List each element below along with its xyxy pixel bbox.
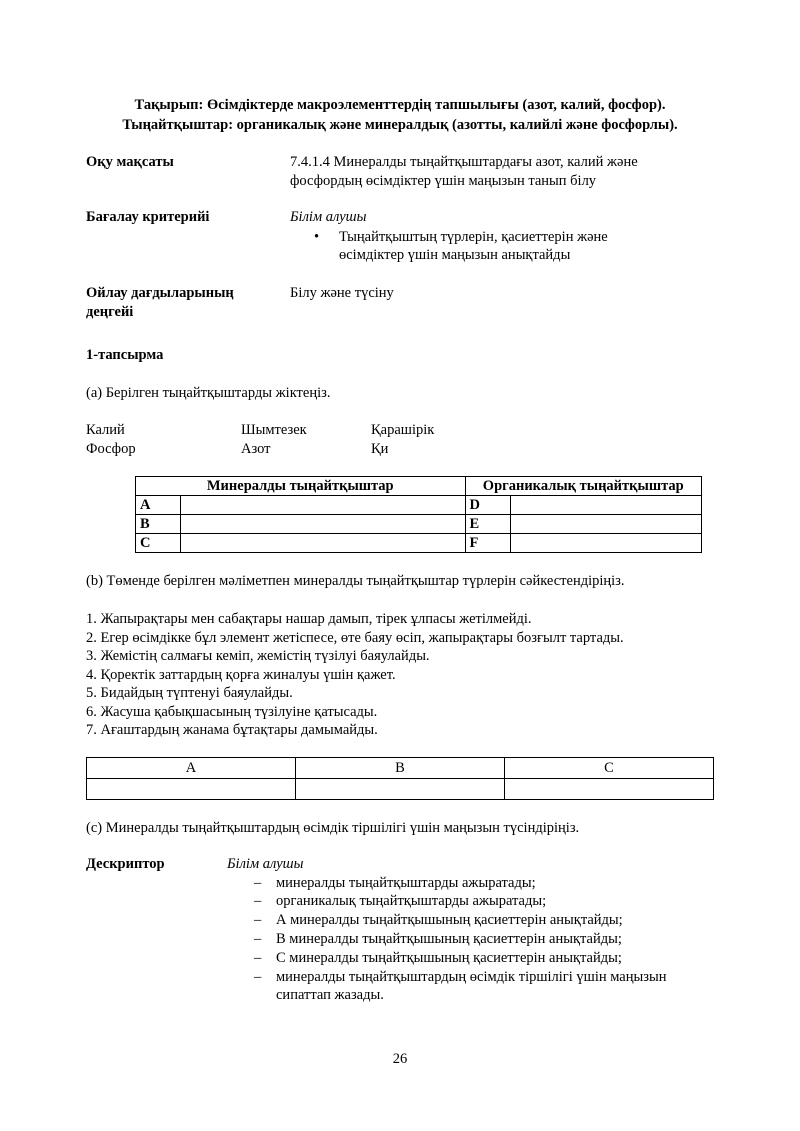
row-letter: F bbox=[465, 534, 510, 553]
descriptor-item: минералды тыңайтқыштардың өсімдік тіршілігі үшін маңызын bbox=[276, 969, 667, 985]
classification-table bbox=[135, 476, 702, 553]
dash-icon: – bbox=[254, 875, 262, 891]
row-letter: C bbox=[136, 534, 181, 553]
table-row bbox=[87, 779, 714, 800]
answer-cell[interactable] bbox=[87, 779, 296, 800]
descriptor-label: Дескриптор bbox=[86, 856, 165, 872]
page-number: 26 bbox=[392, 1051, 408, 1067]
descriptor-item-continuation: сипаттап жазады. bbox=[276, 987, 384, 1003]
list-item: 3. Жемістің салмағы кеміп, жемістің түзілуі баяулайды. bbox=[86, 648, 430, 664]
dash-icon: – bbox=[254, 893, 262, 909]
descriptor-item: С минералды тыңайтқышының қасиеттерін анықтайды; bbox=[276, 950, 622, 966]
table-row bbox=[136, 496, 702, 515]
criteria-label: Бағалау критерийі bbox=[86, 209, 210, 225]
descriptor-item: А минералды тыңайтқышының қасиеттерін анықтайды; bbox=[276, 912, 623, 928]
criteria-text-line-2: өсімдіктер үшін маңызын анықтайды bbox=[339, 247, 571, 263]
dash-icon: – bbox=[254, 931, 262, 947]
goal-label: Оқу мақсаты bbox=[86, 154, 174, 170]
task-b-prompt: (b) Төменде берілген мәліметпен минералды тыңайтқыштар түрлерін сәйкестендіріңіз. bbox=[86, 573, 625, 589]
mineral-header: Минералды тыңайтқыштар bbox=[136, 477, 466, 496]
goal-text-line-2: фосфордың өсімдіктер үшін маңызын танып білу bbox=[290, 173, 597, 189]
list-item: 1. Жапырақтары мен сабақтары нашар дамып, тірек ұлпасы жетілмейді. bbox=[86, 611, 532, 627]
criteria-text-line-1: Тыңайтқыштың түрлерін, қасиеттерін және bbox=[339, 229, 608, 245]
page-title-line-1: Тақырып: Өсімдіктерде макроэлементтердің тапшылығы (азот, калий, фосфор). bbox=[134, 97, 666, 113]
word-item: Шымтезек bbox=[241, 422, 307, 438]
dash-icon: – bbox=[254, 969, 262, 985]
row-letter: B bbox=[136, 515, 181, 534]
table-row bbox=[136, 515, 702, 534]
column-header: C bbox=[505, 758, 714, 779]
word-item: Азот bbox=[241, 441, 271, 457]
task-title: 1-тапсырма bbox=[86, 347, 164, 363]
answer-cell[interactable] bbox=[181, 534, 466, 553]
dash-icon: – bbox=[254, 912, 262, 928]
table-header-row bbox=[87, 758, 714, 779]
list-item: 5. Бидайдың түптенуі баяулайды. bbox=[86, 685, 293, 701]
task-a-prompt: (a) Берілген тыңайтқыштарды жіктеңіз. bbox=[86, 385, 331, 401]
answer-cell[interactable] bbox=[181, 515, 466, 534]
criteria-subject: Білім алушы bbox=[290, 209, 367, 225]
word-item: Калий bbox=[86, 422, 125, 438]
descriptor-item: минералды тыңайтқыштарды ажыратады; bbox=[276, 875, 536, 891]
matching-table bbox=[86, 757, 714, 800]
column-header: A bbox=[87, 758, 296, 779]
answer-cell[interactable] bbox=[296, 779, 505, 800]
answer-cell[interactable] bbox=[181, 496, 466, 515]
row-letter: A bbox=[136, 496, 181, 515]
answer-cell[interactable] bbox=[505, 779, 714, 800]
list-item: 4. Қоректік заттардың қорға жиналуы үшін қажет. bbox=[86, 667, 396, 683]
answer-cell[interactable] bbox=[510, 496, 702, 515]
thinking-label-line-1: Ойлау дағдыларының bbox=[86, 285, 234, 301]
descriptor-item: В минералды тыңайтқышының қасиеттерін анықтайды; bbox=[276, 931, 622, 947]
answer-cell[interactable] bbox=[510, 534, 702, 553]
page-title-line-2: Тыңайтқыштар: органикалық және минералдық (азотты, калийлі және фосфорлы). bbox=[122, 117, 678, 133]
criteria-bullet-icon: • bbox=[314, 229, 320, 245]
word-item: Фосфор bbox=[86, 441, 136, 457]
list-item: 7. Ағаштардың жанама бұтақтары дамымайды. bbox=[86, 722, 378, 738]
goal-text-line-1: 7.4.1.4 Минералды тыңайтқыштардағы азот, калий және bbox=[290, 154, 638, 170]
word-item: Қарашірік bbox=[371, 422, 435, 438]
list-item: 6. Жасуша қабықшасының түзілуіне қатысады. bbox=[86, 704, 378, 720]
column-header: B bbox=[296, 758, 505, 779]
answer-cell[interactable] bbox=[510, 515, 702, 534]
row-letter: E bbox=[465, 515, 510, 534]
row-letter: D bbox=[465, 496, 510, 515]
descriptor-subject: Білім алушы bbox=[227, 856, 304, 872]
table-header-row bbox=[136, 477, 702, 496]
list-item: 2. Егер өсімдікке бұл элемент жетіспесе, өте баяу өсіп, жапырақтары бозғылт тартады. bbox=[86, 630, 624, 646]
task-c-prompt: (c) Минералды тыңайтқыштардың өсімдік тіршілігі үшін маңызын түсіндіріңіз. bbox=[86, 820, 580, 836]
thinking-value: Білу және түсіну bbox=[290, 285, 394, 301]
descriptor-item: органикалық тыңайтқыштарды ажыратады; bbox=[276, 893, 547, 909]
dash-icon: – bbox=[254, 950, 262, 966]
table-row bbox=[136, 534, 702, 553]
word-item: Қи bbox=[371, 441, 389, 457]
organic-header: Органикалық тыңайтқыштар bbox=[465, 477, 702, 496]
thinking-label-line-2: деңгейі bbox=[86, 304, 134, 320]
